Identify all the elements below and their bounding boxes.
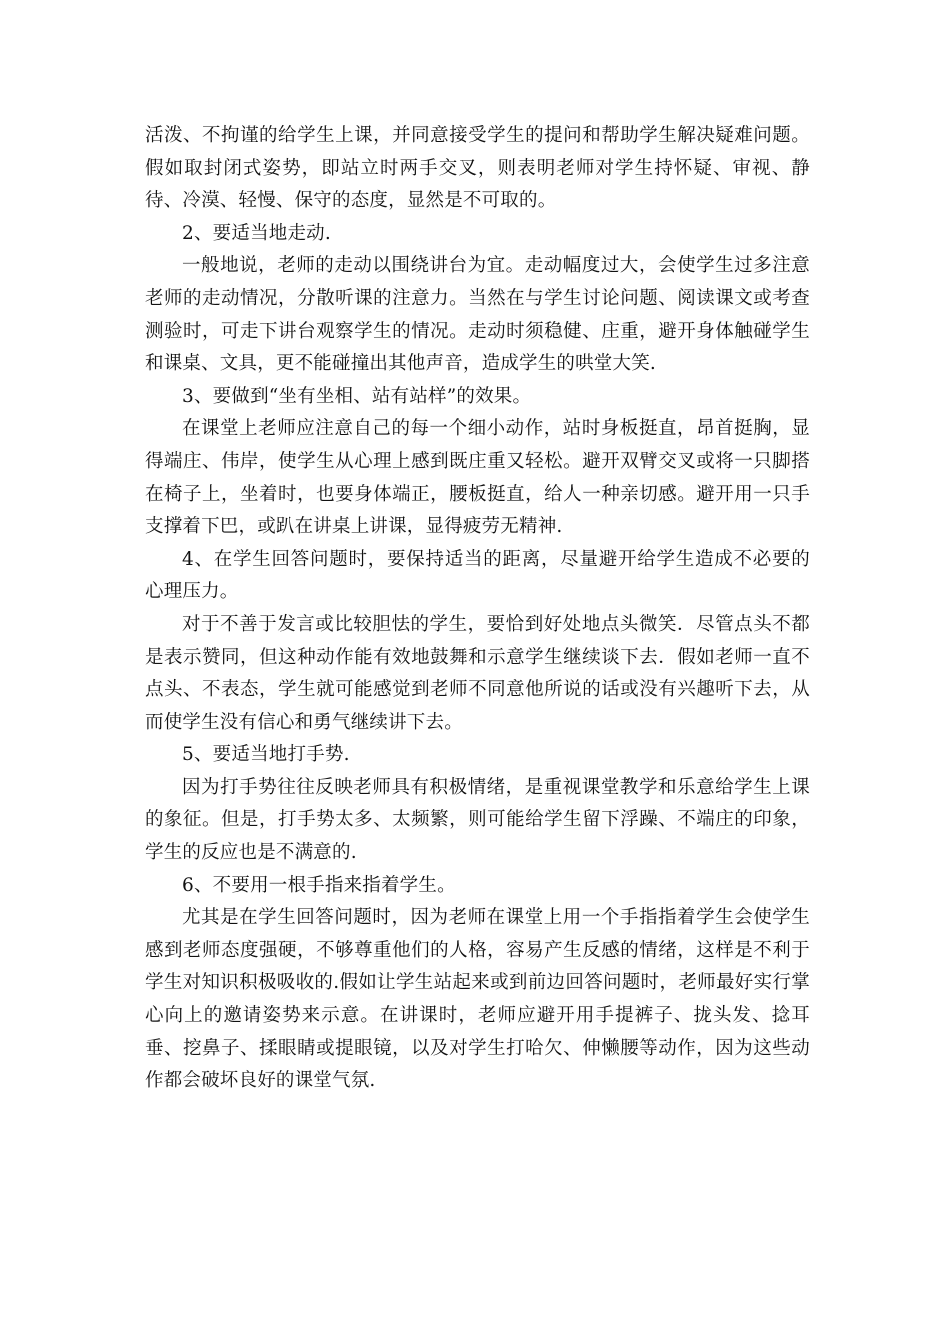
heading-pointing: 6、不要用一根手指来指着学生。 — [182, 874, 456, 896]
heading-posture: 3、要做到“坐有坐相、站有站样”的效果。 — [182, 385, 532, 407]
heading-distance: 4、在学生回答问题时，要保持适当的距离，尽量避开给学生造成不必要的心理压力。 — [145, 548, 810, 603]
paragraph-distance: 对于不善于发言或比较胆怯的学生，要恰到好处地点头微笑．尽管点头不都是表示赞同，但这种动作能有效地鼓舞和示意学生继续谈下去．假如老师一直不点头、不表态，学生就可能感觉到老师不同意他所说的话或没有兴趣听下去，从而使学生没有信心和勇气继续讲下去。 — [145, 613, 810, 733]
paragraph-pointing: 尤其是在学生回答问题时，因为老师在课堂上用一个手指指着学生会使学生感到老师态度强硬，不够尊重他们的人格，容易产生反感的情绪，这样是不利于学生对知识积极吸收的.假如让学生站起来或到前边回答问题时，老师最好实行掌心向上的邀请姿势来示意。在讲课时，老师应避开用手提裤子、拢头发、捻耳垂、挖鼻子、揉眼睛或提眼镜，以及对学生打哈欠、伸懒腰等动作，因为这些动作都会破坏良好的课堂气氛. — [145, 907, 810, 1092]
paragraph-gestures: 因为打手势往往反映老师具有积极情绪，是重视课堂教学和乐意给学生上课的象征。但是，打手势太多、太频繁，则可能给学生留下浮躁、不端庄的印象，学生的反应也是不满意的. — [145, 776, 810, 864]
document-body — [145, 120, 810, 1098]
paragraph-posture: 在课堂上老师应注意自己的每一个细小动作，站时身板挺直，昂首挺胸，显得端庄、伟岸，使学生从心理上感到既庄重又轻松。避开双臂交叉或将一只脚搭在椅子上，坐着时，也要身体端正，腰板挺直，给人一种亲切感。避开用一只手支撑着下巴，或趴在讲桌上讲课，显得疲劳无精神. — [145, 418, 810, 538]
paragraph-walking: 一般地说，老师的走动以围绕讲台为宜。走动幅度过大，会使学生过多注意老师的走动情况，分散听课的注意力。当然在与学生讨论问题、阅读课文或考查测验时，可走下讲台观察学生的情况。走动时须稳健、庄重，避开身体触碰学生和课桌、文具，更不能碰撞出其他声音，造成学生的哄堂大笑. — [145, 255, 810, 375]
heading-walk-appropriately: 2、要适当地走动. — [182, 222, 331, 244]
heading-gestures: 5、要适当地打手势. — [182, 744, 350, 766]
paragraph-continued: 活泼、不拘谨的给学生上课，并同意接受学生的提问和帮助学生解决疑难问题。假如取封闭式姿势，即站立时两手交叉，则表明老师对学生持怀疑、审视、静待、冷漠、轻慢、保守的态度，显然是不可取的。 — [145, 125, 810, 212]
